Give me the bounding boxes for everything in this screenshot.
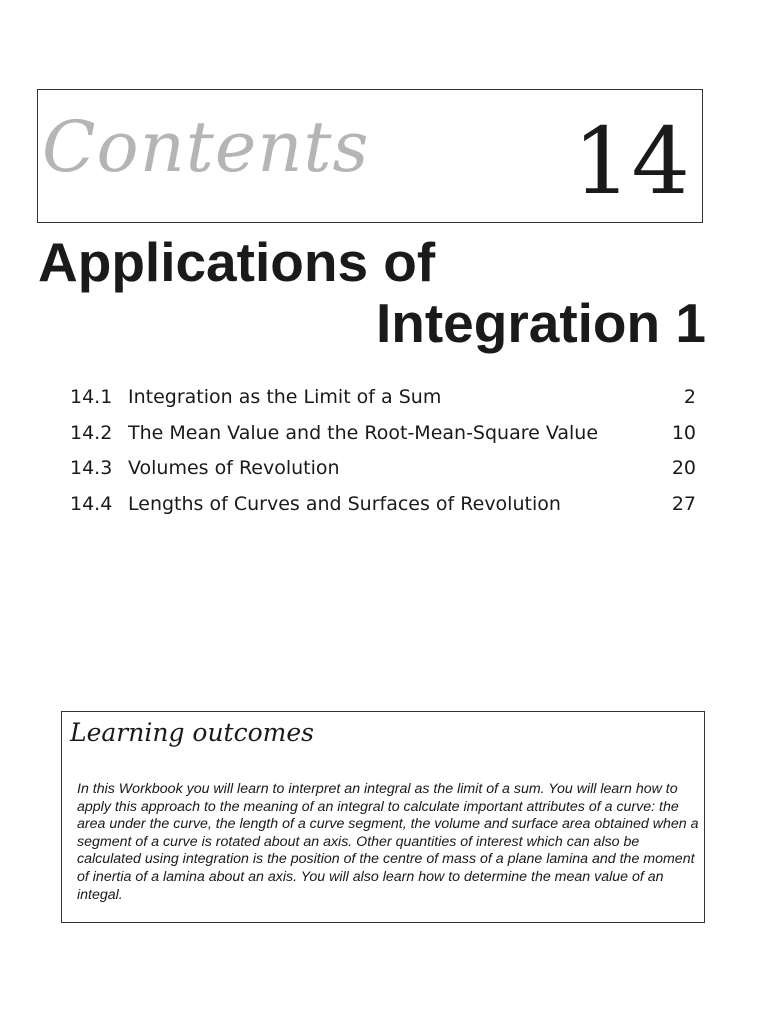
learning-outcomes-heading: Learning outcomes <box>70 718 314 747</box>
learning-outcomes-box <box>61 711 705 923</box>
toc-entry[interactable] <box>70 386 696 422</box>
workbook-title-line-2: Integration 1 <box>375 292 706 354</box>
contents-header-box <box>37 89 703 223</box>
chapter-number: 14 <box>572 108 690 215</box>
toc-section-number: 14.4 <box>70 492 113 515</box>
toc-page-number: 27 <box>671 492 696 515</box>
toc-page-number: 2 <box>683 386 696 408</box>
table-of-contents <box>70 386 696 528</box>
workbook-title-line-1: Applications of <box>38 231 436 293</box>
toc-section-number: 14.1 <box>70 386 113 408</box>
toc-page-number: 20 <box>671 457 696 479</box>
toc-section-title: Volumes of Revolution <box>128 457 340 479</box>
toc-section-title: The Mean Value and the Root-Mean-Square Value <box>128 421 599 444</box>
toc-entry[interactable] <box>70 493 696 529</box>
learning-outcomes-text: In this Workbook you will learn to interpret an integral as the limit of a sum. You will learn how to apply this approach to the meaning of an integral to calculate important attributes of a curve: the area under the curve, the length of a curve segment, the volume and surface area obtained when a segment of a curve is rotated about an axis. Other quantities of interest which can also be calculated using integration is the position of the centre of mass of a plane lamina and the moment of inertia of a lamina about an axis. You will also learn how to determine the mean value of an integal. <box>77 781 699 903</box>
toc-entry[interactable] <box>70 422 696 458</box>
toc-page-number: 10 <box>671 421 696 444</box>
toc-section-title: Integration as the Limit of a Sum <box>128 386 442 408</box>
toc-section-number: 14.3 <box>70 457 113 479</box>
toc-section-title: Lengths of Curves and Surfaces of Revolution <box>128 492 561 515</box>
toc-entry[interactable] <box>70 457 696 493</box>
contents-label: Contents <box>42 106 370 188</box>
toc-section-number: 14.2 <box>70 421 113 444</box>
